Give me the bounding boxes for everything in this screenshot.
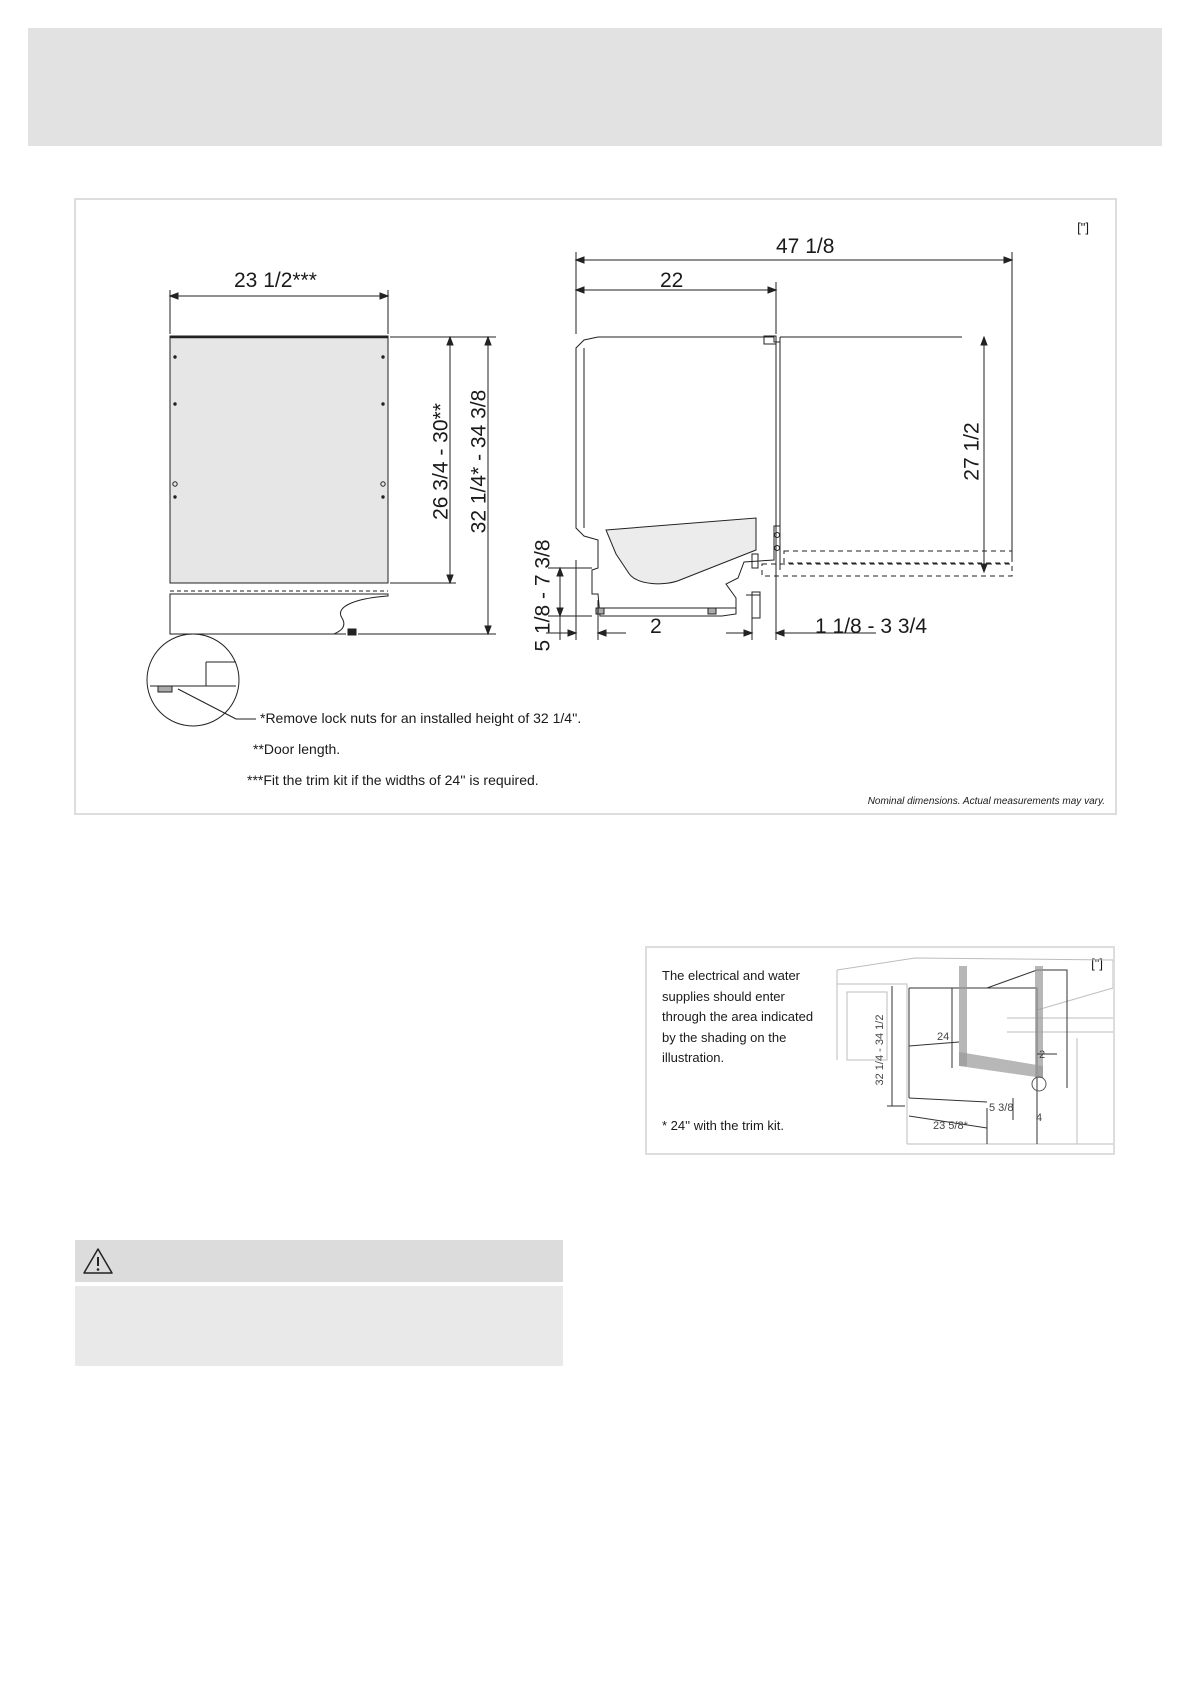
supply-unit-label: ["] — [1091, 956, 1103, 971]
supply-description: The electrical and water supplies should enter through the area indicated by the shading on the illustration. — [662, 968, 814, 1065]
front-view-outline — [170, 336, 388, 635]
header-band — [28, 28, 1162, 146]
supply-side-label: 2 — [1039, 1049, 1046, 1061]
side-height-label: 27 1/2 — [960, 422, 984, 481]
dimensions-panel — [74, 198, 1117, 815]
side-view-outline — [576, 336, 1012, 618]
warning-icon — [81, 1246, 115, 1276]
door-clearance-label: 1 1/8 - 3 3/4 — [815, 615, 928, 638]
supply-width-label: 23 5/8* — [933, 1120, 968, 1132]
foot-range-label: 5 1/8 - 7 3/8 — [531, 539, 555, 652]
supply-corner-label: 4 — [1036, 1112, 1043, 1124]
overall-depth-label: 47 1/8 — [776, 235, 835, 258]
note-door-length: **Door length. — [253, 741, 341, 757]
cabinet-depth-label: 22 — [660, 269, 684, 292]
detail-circle — [147, 634, 256, 726]
supply-depth-label: 24 — [937, 1031, 950, 1043]
warning-header — [75, 1240, 563, 1282]
warning-body — [75, 1286, 563, 1366]
note-lock-nuts: *Remove lock nuts for an installed height of 32 1/4''. — [260, 710, 582, 726]
supply-bottom-label: 5 3/8 — [989, 1102, 1014, 1114]
front-width-label: 23 1/2*** — [234, 269, 317, 292]
foot-offset-label: 2 — [650, 615, 662, 638]
note-trim-kit: ***Fit the trim kit if the widths of 24'' is required. — [247, 772, 539, 788]
unit-label: ["] — [1077, 220, 1089, 235]
supply-area-panel — [645, 946, 1115, 1155]
dimension-drawing — [76, 200, 1115, 813]
nominal-disclaimer: Nominal dimensions. Actual measurements may vary. — [867, 796, 1105, 807]
supply-footnote: * 24'' with the trim kit. — [662, 1118, 785, 1133]
supply-height-label: 32 1/4 - 34 1/2 — [874, 1014, 886, 1086]
door-length-label: 26 3/4 - 30** — [429, 403, 453, 520]
installed-height-label: 32 1/4* - 34 3/8 — [467, 389, 491, 534]
